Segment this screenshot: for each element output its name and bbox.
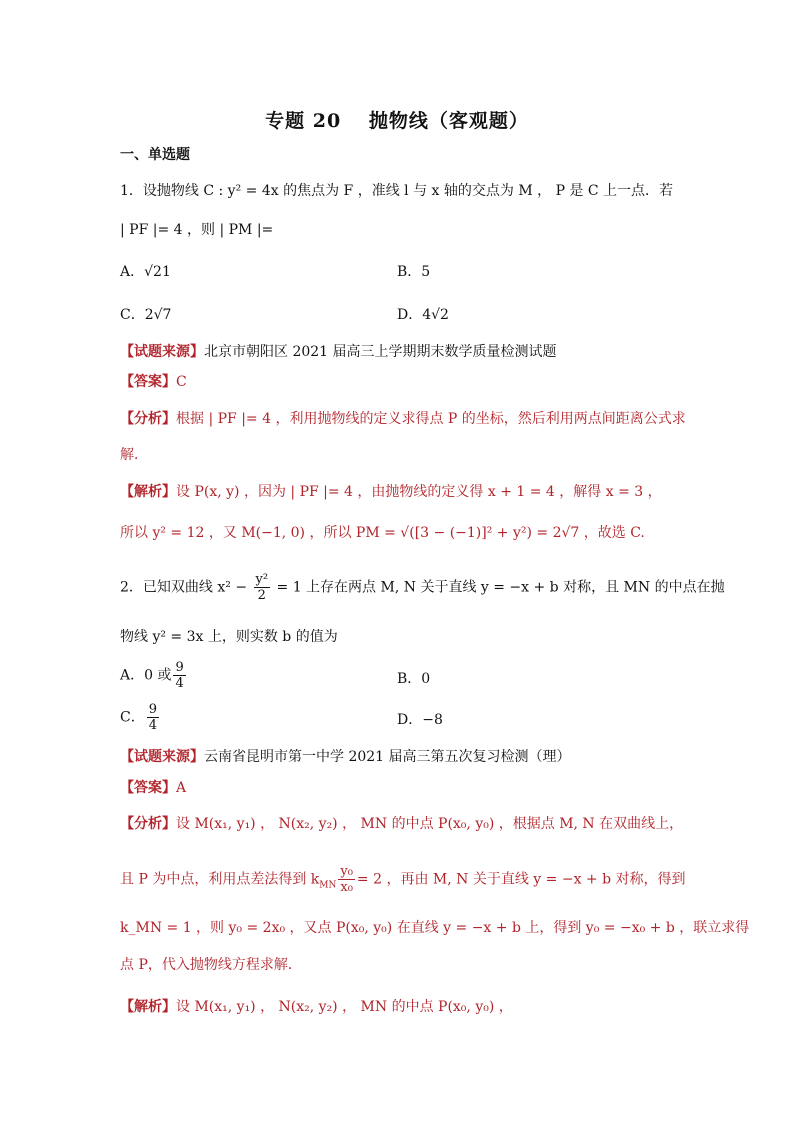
q2-option-a-fraction (173, 660, 185, 691)
q2-analysis-text1: 设 M(x₁, y₁) ， N(x₂, y₂) ， MN 的中点 P(x₀, y₀) ，根据点 M, N 在双曲线上， (176, 816, 684, 832)
q1-answer-value: C (176, 374, 187, 390)
q2-analysis-frac-den: x₀ (340, 880, 353, 895)
q1-answer-tag: 【答案】 (120, 374, 176, 390)
q1-analysis-line2: 解． (120, 447, 148, 463)
q1-source (120, 342, 557, 362)
q1-source-text: 北京市朝阳区 2021 届高三上学期期末数学质量检测试题 (204, 344, 557, 360)
page-title: 专题 20 抛物线（客观题） (265, 110, 529, 132)
q2-stem-frac-den: 2 (257, 588, 266, 603)
q2-stem-frac-num: y² (255, 572, 269, 587)
q1-stem-line2: | PF |= 4 ，则 | PM |= (120, 222, 274, 238)
q2-analysis-fraction (338, 864, 355, 895)
q2-option-c-num: 9 (148, 702, 157, 717)
q2-analysis-text2a: 且 P 为中点，利用点差法得到 k (120, 871, 320, 888)
q1-option-b: B．5 (397, 264, 431, 280)
q2-source-text: 云南省昆明市第一中学 2021 届高三第五次复习检测（理） (204, 749, 571, 765)
q2-source (120, 747, 571, 767)
q2-answer (120, 778, 186, 798)
q2-stem-part1: 2．已知双曲线 x² − (120, 579, 248, 596)
q2-analysis-text2b: = 2 ，再由 M, N 关于直线 y = −x + b 对称，得到 (356, 871, 686, 888)
q1-analysis-line1 (120, 409, 686, 429)
q2-option-b: B．0 (397, 671, 431, 687)
q2-answer-tag: 【答案】 (120, 780, 176, 796)
q2-option-c-text: C． (120, 709, 145, 726)
section-heading: 一、单选题 (120, 147, 190, 163)
q2-solution-line1 (120, 997, 513, 1017)
q1-source-tag: 【试题来源】 (120, 344, 204, 360)
q1-solution-tag: 【解析】 (120, 484, 176, 500)
q1-option-a: A．√21 (120, 264, 171, 280)
q1-analysis-tag: 【分析】 (120, 411, 176, 427)
q2-solution-text1: 设 M(x₁, y₁) ， N(x₂, y₂) ， MN 的中点 P(x₀, y₀) ， (176, 999, 513, 1015)
q1-solution-line1 (120, 482, 662, 502)
q2-answer-value: A (176, 780, 187, 796)
q1-analysis-text1: 根据 | PF |= 4 ，利用抛物线的定义求得点 P 的坐标，然后利用两点间距离公式求 (176, 411, 686, 427)
q2-stem-fraction (254, 572, 271, 603)
q1-option-d: D．4√2 (397, 307, 449, 323)
q2-option-c-fraction (147, 702, 159, 733)
q2-analysis-line2 (120, 864, 686, 895)
q2-option-a-text: A．0 或 (120, 667, 172, 684)
q2-option-d: D．−8 (397, 712, 443, 728)
q2-source-tag: 【试题来源】 (120, 749, 204, 765)
q2-option-a-num: 9 (175, 660, 184, 675)
q1-solution-line2: 所以 y² = 12 ，又 M(−1, 0) ，所以 PM = √([3 − (−1)]² + y²) = 2√7 ，故选 C. (120, 525, 645, 541)
q2-option-a-den: 4 (175, 676, 184, 691)
q2-analysis-line1 (120, 814, 683, 834)
q1-option-c: C．2√7 (120, 307, 172, 323)
q2-analysis-sub: MN (319, 880, 337, 891)
q2-stem-part2: = 1 上存在两点 M, N 关于直线 y = −x + b 对称，且 MN 的中点在抛 (276, 579, 725, 596)
q2-stem-line1 (120, 572, 725, 603)
q1-answer (120, 372, 187, 392)
q2-stem-line2: 物线 y² = 3x 上，则实数 b 的值为 (120, 629, 338, 645)
q2-solution-tag: 【解析】 (120, 999, 176, 1015)
q2-analysis-tag: 【分析】 (120, 816, 176, 832)
q2-option-a (120, 660, 188, 691)
q1-solution-text1: 设 P(x, y) ，因为 | PF |= 4 ，由抛物线的定义得 x + 1 = 4 ，解得 x = 3 ， (176, 484, 662, 500)
q2-analysis-frac-num: y₀ (340, 864, 353, 879)
q2-analysis-line4: 点 P，代入抛物线方程求解． (120, 957, 302, 973)
q2-option-c (120, 702, 161, 733)
q1-stem-line1: 1．设抛物线 C : y² = 4x 的焦点为 F ，准线 l 与 x 轴的交点为 M ， P 是 C 上一点．若 (120, 183, 674, 199)
q2-option-c-den: 4 (148, 718, 157, 733)
q2-analysis-line3: k_MN = 1 ，则 y₀ = 2x₀ ，又点 P(x₀, y₀) 在直线 y = −x + b 上，得到 y₀ = −x₀ + b ，联立求得 (120, 920, 750, 936)
